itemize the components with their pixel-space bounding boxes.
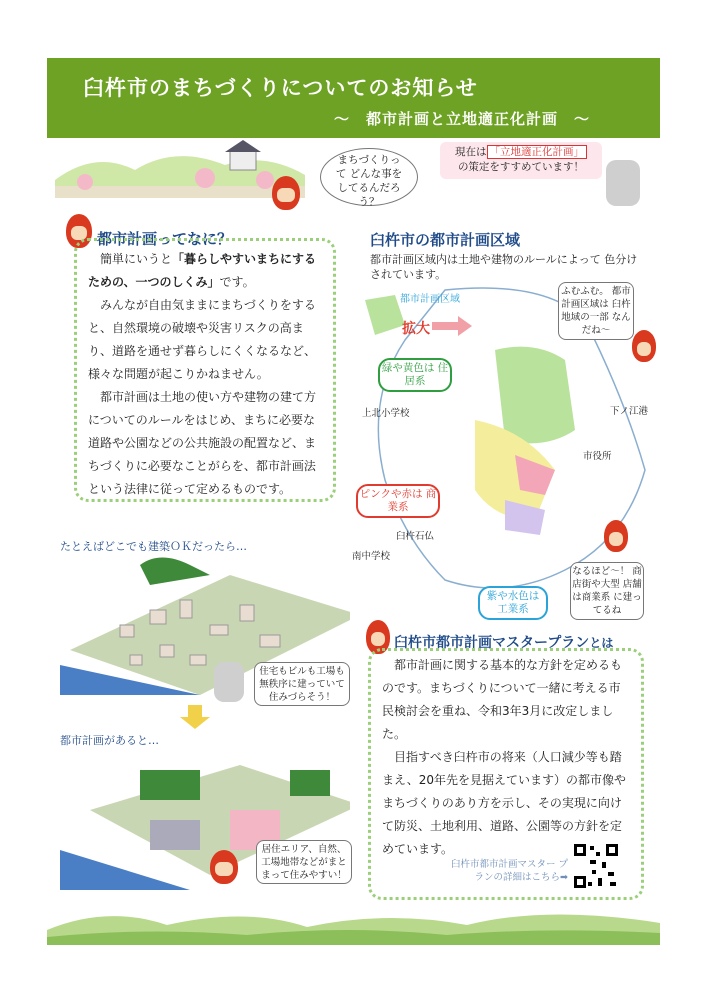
zoom-arrow-icon <box>432 316 472 336</box>
callout-map-bottom: なるほど～！ 商店街や大型 店舗は商業系 に建ってるね <box>570 562 644 620</box>
header-banner <box>47 58 660 138</box>
elder-character <box>606 160 640 206</box>
mascot-character <box>210 850 238 884</box>
elder-character <box>214 662 244 702</box>
area-map-desc: 都市計画区域内は土地や建物のルールによって 色分けされています。 <box>370 253 638 281</box>
mascot-character <box>604 520 628 552</box>
masterplan-link[interactable]: 臼杵市都市計画マスター プランの詳細はこちら➡ <box>450 859 568 883</box>
zoom-label: 拡大 <box>402 321 430 337</box>
place-minami: 南中学校 <box>352 551 391 562</box>
para1-suffix: です。 <box>219 275 255 289</box>
callout-with: 居住エリア、自然、 工場地帯などがまと まって住みやすい！ <box>256 840 352 884</box>
status-note <box>440 142 602 179</box>
what-is-title: 都市計画ってなに？ <box>97 230 233 248</box>
masterplan-body <box>382 654 632 861</box>
place-kamikita: 上北小学校 <box>362 408 410 419</box>
para3: 都市計画は土地の使い方や建物の建て方についてのルールをはじめ、まちに必要な道路や公園などの公共施設の配置など、まちづくりに必要なことがらを、都市計画法という法律に従って定めるものです。 <box>88 390 317 496</box>
down-arrow-icon <box>180 705 210 729</box>
example-without-label: たとえばどこでも建築ＯＫだったら… <box>60 540 247 553</box>
inset-label: 都市計画区域 <box>400 294 460 305</box>
status-suffix: の策定をすすめています！ <box>457 161 585 173</box>
town-scenery-illustration <box>55 140 305 198</box>
place-sekibutsu: 臼杵石仏 <box>396 531 435 542</box>
thought-bubble-text: まちづくりって どんな事を してるんだろう？ <box>335 154 403 208</box>
masterplan-para1: 都市計画に関する基本的な方針を定めるものです。まちづくりについて一緒に考える市民検討会を重ね、令和3年3月に改定しました。 <box>382 658 623 741</box>
mascot-character <box>632 330 656 362</box>
para1-prefix: 簡単にいうと <box>100 252 173 266</box>
status-highlight: 「立地適正化計画」 <box>487 145 588 159</box>
para1-bold: 「暮らしやすいまちにするための、一つのしくみ」 <box>88 252 317 289</box>
thought-bubble <box>320 148 418 206</box>
masterplan-para2: 目指すべき臼杵市の将来（人口減少等も踏まえ、20年先を見据えています）の都市像やまちづくりのあり方を示し、その実現に向けて防災、土地利用、道路、公園等の方針を定めています。 <box>382 750 626 856</box>
status-prefix: 現在は <box>455 146 487 158</box>
masterplan-title-main: 臼杵市都市計画マスタープラン <box>394 635 590 651</box>
qr-code-icon[interactable] <box>572 842 620 890</box>
para2: みんなが自由気ままにまちづくりをすると、自然環境の破壊や災害リスクの高まり、道路を通せず暮らしにくくなるなど、様々な問題が起こりかねません。 <box>88 298 317 381</box>
page-subtitle: ～ 都市計画と立地適正化計画 ～ <box>333 110 590 128</box>
footer-landscape-illustration <box>47 905 660 945</box>
tag-industrial: 紫や水色は 工業系 <box>478 586 548 620</box>
what-is-body <box>88 248 326 501</box>
mascot-character <box>272 176 300 210</box>
place-shimonoe: 下ノ江港 <box>610 406 649 417</box>
place-cityhall: 市役所 <box>583 451 612 462</box>
callout-map-top: ふむふむ。 都市計画区域は 臼杵地域の一部 なんだね～ <box>558 282 634 340</box>
tag-residential: 緑や黄色は 住居系 <box>378 358 452 392</box>
page-title: 臼杵市のまちづくりについてのお知らせ <box>83 76 478 100</box>
area-map-title: 臼杵市の都市計画区域 <box>370 231 521 249</box>
masterplan-title-suffix: とは <box>589 636 614 650</box>
callout-without: 住宅もビルも工場も 無秩序に建っていて 住みづらそう！ <box>254 662 350 706</box>
tag-commercial: ピンクや赤は 商業系 <box>356 484 440 518</box>
example-with-label: 都市計画があると… <box>60 734 159 747</box>
